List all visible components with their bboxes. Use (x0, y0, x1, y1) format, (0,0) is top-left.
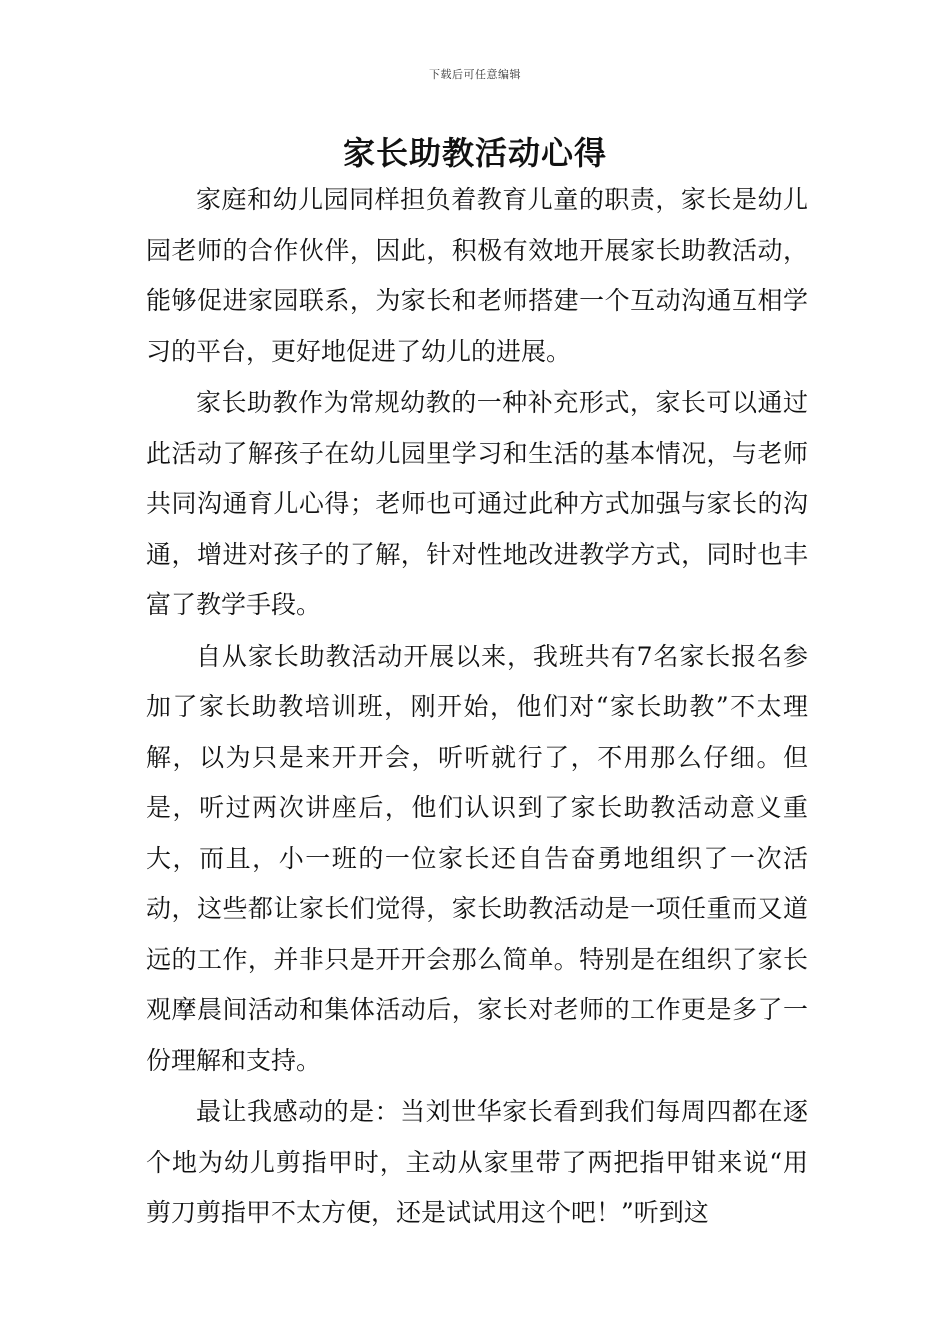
header-note: 下载后可任意编辑 (429, 68, 521, 81)
paragraph-4: 最让我感动的是：当刘世华家长看到我们每周四都在逐个地为幼儿剪指甲时，主动从家里带了两把指甲钳来说“用剪刀剪指甲不太方便，还是试试用这个吧！”听到这 (146, 1097, 808, 1227)
document-title: 家长助教活动心得 (342, 134, 607, 172)
paragraph-2: 家长助教作为常规幼教的一种补充形式，家长可以通过此活动了解孩子在幼儿园里学习和生活的基本情况，与老师共同沟通育儿心得；老师也可通过此种方式加强与家长的沟通，增进对孩子的了解，针对性地改进教学方式，同时也丰富了教学手段。 (146, 388, 808, 619)
document-body (146, 175, 808, 1240)
paragraph-3: 自从家长助教活动开展以来，我班共有7名家长报名参加了家长助教培训班，刚开始，他们对“家长助教”不太理解，以为只是来开开会，听听就行了，不用那么仔细。但是，听过两次讲座后，他们认识到了家长助教活动意义重大，而且，小一班的一位家长还自告奋勇地组织了一次活动，这些都让家长们觉得，家长助教活动是一项任重而又道远的工作，并非只是开开会那么简单。特别是在组织了家长观摩晨间活动和集体活动后，家长对老师的工作更是多了一份理解和支持。 (146, 641, 808, 1075)
paragraph-1: 家庭和幼儿园同样担负着教育儿童的职责，家长是幼儿园老师的合作伙伴，因此，积极有效地开展家长助教活动，能够促进家园联系，为家长和老师搭建一个互动沟通互相学习的平台，更好地促进了幼儿的进展。 (146, 185, 808, 366)
